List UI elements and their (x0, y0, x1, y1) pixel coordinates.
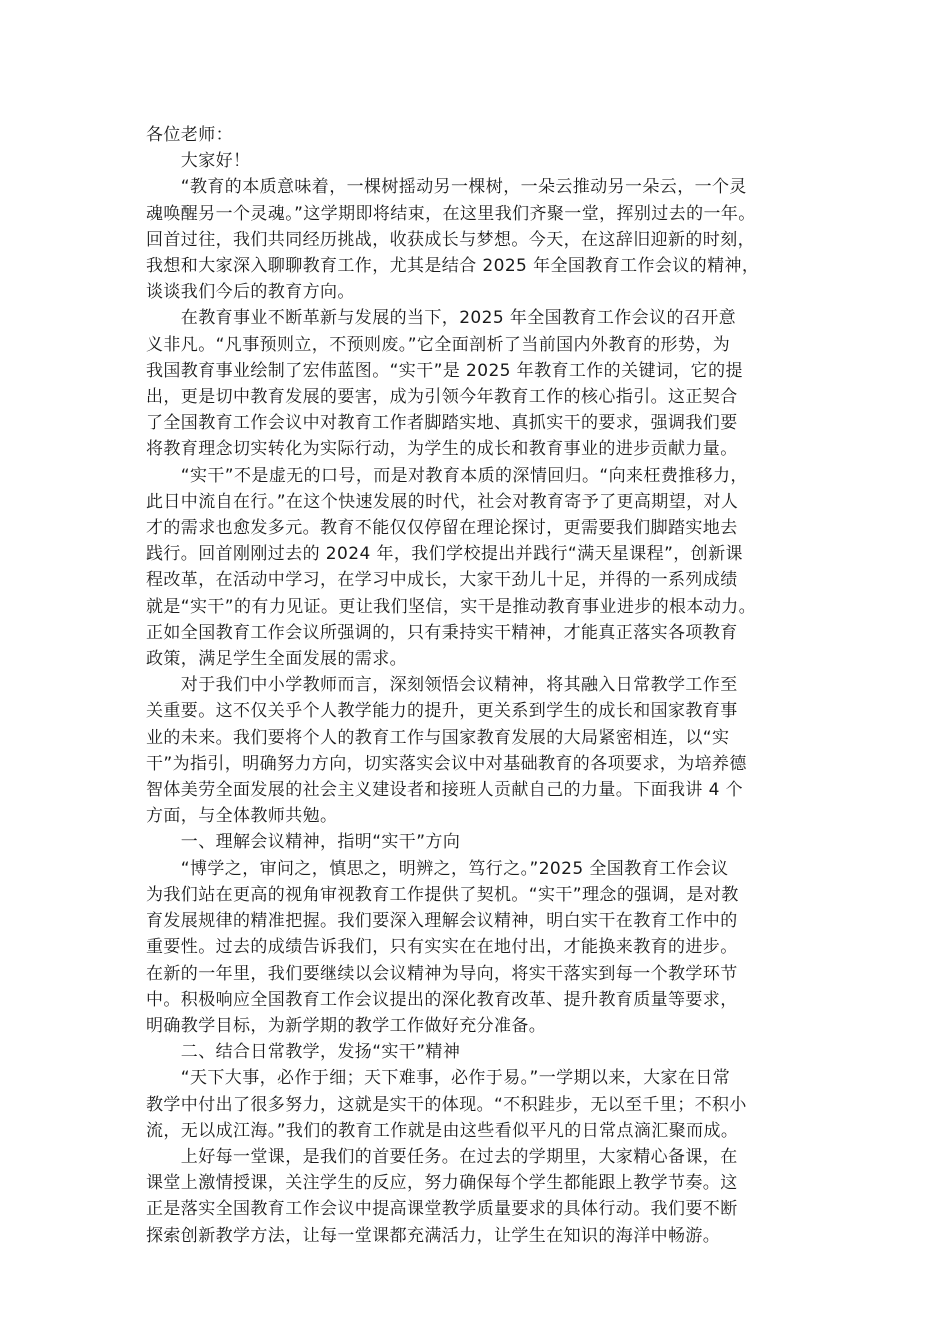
salutation: 各位老师： (146, 125, 233, 145)
text-line: 才的需求也愈发多元。教育不能仅仅停留在理论探讨，更需要我们脚踏实地去 (146, 518, 738, 539)
text-line: 上好每一堂课，是我们的首要任务。在过去的学期里，大家精心备课，在 (146, 1146, 738, 1167)
text-line: 智体美劳全面发展的社会主义建设者和接班人贡献自己的力量。下面我讲 4 个 (146, 780, 744, 801)
text-line: 将教育理念切实转化为实际行动，为学生的成长和教育事业的进步贡献力量。 (146, 439, 738, 460)
text-line: 重要性。过去的成绩告诉我们，只有实实在在地付出，才能换来教育的进步。 (146, 937, 738, 958)
text-line: 教学中付出了很多努力，这就是实干的体现。“不积跬步，无以至千里；不积小 (146, 1094, 747, 1115)
text-line: 此日中流自在行。”在这个快速发展的时代，社会对教育寄予了更高期望，对人 (146, 491, 739, 512)
text-line: 我想和大家深入聊聊教育工作，尤其是结合 2025 年全国教育工作会议的精神， (146, 256, 760, 277)
text-line: 关重要。这不仅关乎个人教学能力的提升，更关系到学生的成长和国家教育事 (146, 701, 738, 722)
text-line: 程改革，在活动中学习，在学习中成长，大家干劲儿十足，并得的一系列成绩 (146, 570, 738, 591)
text-line: 回首过往，我们共同经历挑战，收获成长与梦想。今天，在这辞旧迎新的时刻， (146, 229, 755, 250)
text-line: 为我们站在更高的视角审视教育工作提供了契机。“实干”理念的强调，是对教 (146, 884, 739, 905)
text-line: 我国教育事业绘制了宏伟蓝图。“实干”是 2025 年教育工作的关键词，它的提 (146, 360, 743, 381)
text-line: 一、理解会议精神，指明“实干”方向 (146, 832, 461, 853)
text-line: 中。积极响应全国教育工作会议提出的深化教育改革、提升教育质量等要求， (146, 989, 738, 1010)
text-lines (146, 148, 814, 1249)
text-line: 出，更是切中教育发展的要害，成为引领今年教育工作的核心指引。这正契合 (146, 387, 738, 408)
text-line: 大家好！ (146, 151, 251, 172)
text-line: 了全国教育工作会议中对教育工作者脚踏实地、真抓实干的要求，强调我们要 (146, 413, 738, 434)
text-line: 流，无以成江海。”我们的教育工作就是由这些看似平凡的日常点滴汇聚而成。 (146, 1120, 739, 1141)
text-line: “教育的本质意味着，一棵树摇动另一棵树，一朵云推动另一朵云，一个灵 (146, 177, 747, 198)
text-line: “天下大事，必作于细；天下难事，必作于易。”一学期以来，大家在日常 (146, 1068, 731, 1089)
text-line: 探索创新教学方法，让每一堂课都充满活力，让学生在知识的海洋中畅游。 (146, 1225, 721, 1246)
text-line: 方面，与全体教师共勉。 (146, 806, 338, 827)
text-line: 就是“实干”的有力见证。更让我们坚信，实干是推动教育事业进步的根本动力。 (146, 596, 757, 617)
text-line: 育发展规律的精准把握。我们要深入理解会议精神，明白实干在教育工作中的 (146, 911, 738, 932)
text-line: 义非凡。“凡事预则立，不预则废。”它全面剖析了当前国内外教育的形势，为 (146, 334, 731, 355)
text-line: 正如全国教育工作会议所强调的，只有秉持实干精神，才能真正落实各项教育 (146, 622, 738, 643)
text-line: “博学之，审问之，慎思之，明辨之，笃行之。”2025 全国教育工作会议 (146, 858, 729, 879)
text-line: 正是落实全国教育工作会议中提高课堂教学质量要求的具体行动。我们要不断 (146, 1199, 738, 1220)
text-line: 谈谈我们今后的教育方向。 (146, 282, 355, 303)
text-line: 课堂上激情授课，关注学生的反应，努力确保每个学生都能跟上教学节奏。这 (146, 1173, 738, 1194)
text-line: 二、结合日常教学，发扬“实干”精神 (146, 1042, 461, 1063)
text-line: 践行。回首刚刚过去的 2024 年，我们学校提出并践行“满天星课程”，创新课 (146, 544, 743, 565)
text-line: 在教育事业不断革新与发展的当下，2025 年全国教育工作会议的召开意 (146, 308, 737, 329)
text-line: “实干”不是虚无的口号，而是对教育本质的深情回归。“向来枉费推移力， (146, 465, 748, 486)
document-body (146, 122, 814, 1249)
text-line: 明确教学目标，为新学期的教学工作做好充分准备。 (146, 1015, 547, 1036)
text-line: 对于我们中小学教师而言，深刻领悟会议精神，将其融入日常教学工作至 (146, 675, 738, 696)
text-line: 政策，满足学生全面发展的需求。 (146, 649, 407, 670)
text-line: 业的未来。我们要将个人的教育工作与国家教育发展的大局紧密相连，以“实 (146, 727, 730, 748)
text-line: 干”为指引，明确努力方向，切实落实会议中对基础教育的各项要求，为培养德 (146, 753, 747, 774)
text-line: 魂唤醒另一个灵魂。”这学期即将结束，在这里我们齐聚一堂，挥别过去的一年。 (146, 203, 756, 224)
text-line: 在新的一年里，我们要继续以会议精神为导向，将实干落实到每一个教学环节 (146, 963, 738, 984)
